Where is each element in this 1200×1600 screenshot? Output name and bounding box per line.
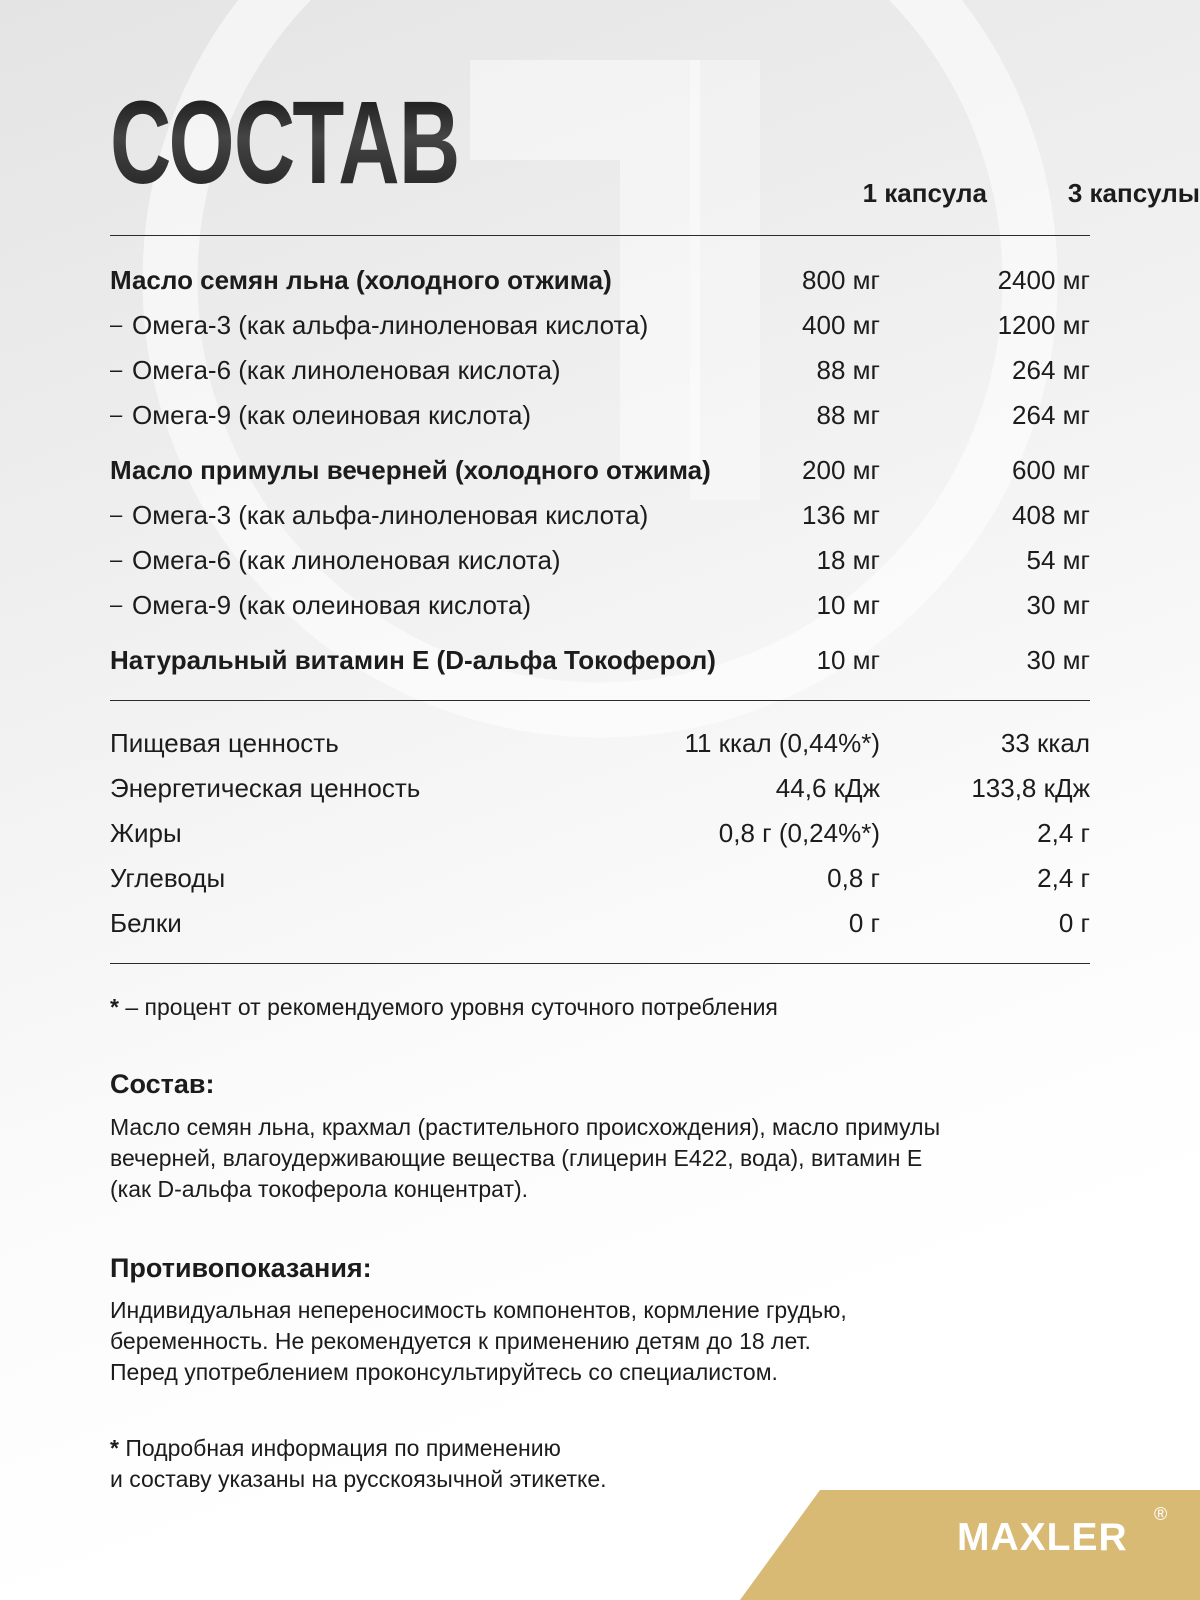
value-1-capsule: 0,8 г (0,24%*): [718, 818, 880, 848]
sub-ingredient-name: Омега-3 (как альфа-линоленовая кислота): [132, 500, 649, 530]
value-1-capsule: 200 мг: [802, 455, 880, 485]
value-1-capsule: 136 мг: [802, 500, 880, 530]
footnote-asterisk: *: [110, 994, 119, 1020]
table-middle-divider: [110, 700, 1090, 701]
dash-marker: –: [110, 312, 123, 337]
dash-marker: –: [110, 357, 123, 382]
nutrition-name: Жиры: [110, 818, 182, 848]
sub-ingredient-row: [110, 585, 1090, 625]
nutrition-name: Энергетическая ценность: [110, 773, 421, 803]
dash-marker: –: [110, 547, 123, 572]
nutrition-row: [110, 723, 1090, 763]
sub-ingredient-name: Омега-6 (как линоленовая кислота): [132, 545, 561, 575]
value-1-capsule: 0 г: [848, 908, 880, 938]
sub-ingredient-name: Омега-3 (как альфа-линоленовая кислота): [132, 310, 649, 340]
daily-value-footnote: [110, 990, 778, 1024]
value-1-capsule: 400 мг: [802, 310, 880, 340]
nutrition-row: [110, 903, 1090, 943]
nutrition-name: Пищевая ценность: [110, 728, 339, 758]
value-3-capsules: 1200 мг: [997, 310, 1090, 340]
ingredient-row: [110, 640, 1090, 680]
footnote-text: – процент от рекомендуемого уровня суточного потребления: [118, 994, 778, 1020]
composition-text: [110, 1112, 1090, 1205]
contraindications-line: Индивидуальная непереносимость компонентов, кормление грудью,: [110, 1297, 847, 1323]
value-3-capsules: 264 мг: [1012, 400, 1090, 430]
value-1-capsule: 800 мг: [802, 265, 880, 295]
ingredient-name: Натуральный витамин E (D-альфа Токоферол): [110, 645, 716, 675]
ingredient-name: Масло семян льна (холодного отжима): [110, 265, 612, 295]
composition-title: Состав:: [110, 1069, 215, 1099]
value-3-capsules: 2,4 г: [1037, 863, 1090, 893]
value-3-capsules: 30 мг: [1026, 645, 1090, 675]
value-3-capsules: 0 г: [1058, 908, 1090, 938]
value-3-capsules: 33 ккал: [1000, 728, 1090, 758]
composition-line: вечерней, влагоудерживающие вещества (глицерин E422, вода), витамин E: [110, 1145, 923, 1171]
nutrition-row: [110, 768, 1090, 808]
brand-logo: MAXLER: [957, 1516, 1128, 1559]
bottom-note: [110, 1433, 1090, 1495]
table-top-divider: [110, 235, 1090, 236]
nutrition-name: Белки: [110, 908, 182, 938]
value-3-capsules: 30 мг: [1026, 590, 1090, 620]
value-1-capsule: 18 мг: [816, 545, 880, 575]
value-3-capsules: 133,8 кДж: [971, 773, 1090, 803]
composition-line: Масло семян льна, крахмал (растительного происхождения), масло примулы: [110, 1114, 941, 1140]
value-3-capsules: 600 мг: [1012, 455, 1090, 485]
column-header-3-capsules: 3 капсулы: [1067, 178, 1200, 208]
value-3-capsules: 2,4 г: [1037, 818, 1090, 848]
dash-marker: –: [110, 592, 123, 617]
sub-ingredient-name: Омега-9 (как олеиновая кислота): [132, 400, 532, 430]
sub-ingredient-row: [110, 350, 1090, 390]
ingredient-row: [110, 450, 1090, 490]
value-1-capsule: 88 мг: [816, 355, 880, 385]
sub-ingredient-name: Омега-6 (как линоленовая кислота): [132, 355, 561, 385]
dash-marker: –: [110, 502, 123, 527]
contraindications-title: Противопоказания:: [110, 1253, 372, 1283]
composition-line: (как D-альфа токоферола концентрат).: [110, 1176, 529, 1202]
registered-mark: ®: [1154, 1504, 1168, 1524]
sub-ingredient-name: Омега-9 (как олеиновая кислота): [132, 590, 532, 620]
value-3-capsules: 54 мг: [1026, 545, 1090, 575]
table-bottom-divider: [110, 963, 1090, 964]
nutrition-row: [110, 813, 1090, 853]
sub-ingredient-row: [110, 540, 1090, 580]
value-1-capsule: 11 ккал (0,44%*): [684, 728, 880, 758]
dash-marker: –: [110, 402, 123, 427]
nutrition-name: Углеводы: [110, 863, 226, 893]
sub-ingredient-row: [110, 305, 1090, 345]
bottom-note-asterisk: *: [110, 1435, 119, 1461]
ingredient-name: Масло примулы вечерней (холодного отжима): [110, 455, 711, 485]
value-1-capsule: 10 мг: [816, 645, 880, 675]
ingredient-row: [110, 260, 1090, 300]
value-1-capsule: 10 мг: [816, 590, 880, 620]
bottom-note-line: и составу указаны на русскоязычной этикетке.: [110, 1466, 607, 1492]
contraindications-line: Перед употреблением проконсультируйтесь со специалистом.: [110, 1359, 778, 1385]
value-1-capsule: 88 мг: [816, 400, 880, 430]
value-1-capsule: 0,8 г: [827, 863, 880, 893]
value-3-capsules: 264 мг: [1012, 355, 1090, 385]
bottom-note-line: Подробная информация по применению: [118, 1435, 561, 1461]
contraindications-text: [110, 1295, 1090, 1388]
nutrition-row: [110, 858, 1090, 898]
contraindications-line: беременность. Не рекомендуется к применению детям до 18 лет.: [110, 1328, 811, 1354]
sub-ingredient-row: [110, 495, 1090, 535]
page-title: СОСТАВ: [110, 77, 460, 209]
value-3-capsules: 2400 мг: [997, 265, 1090, 295]
column-header-1-capsule: 1 капсула: [862, 178, 987, 208]
value-1-capsule: 44,6 кДж: [775, 773, 880, 803]
value-3-capsules: 408 мг: [1012, 500, 1090, 530]
sub-ingredient-row: [110, 395, 1090, 435]
